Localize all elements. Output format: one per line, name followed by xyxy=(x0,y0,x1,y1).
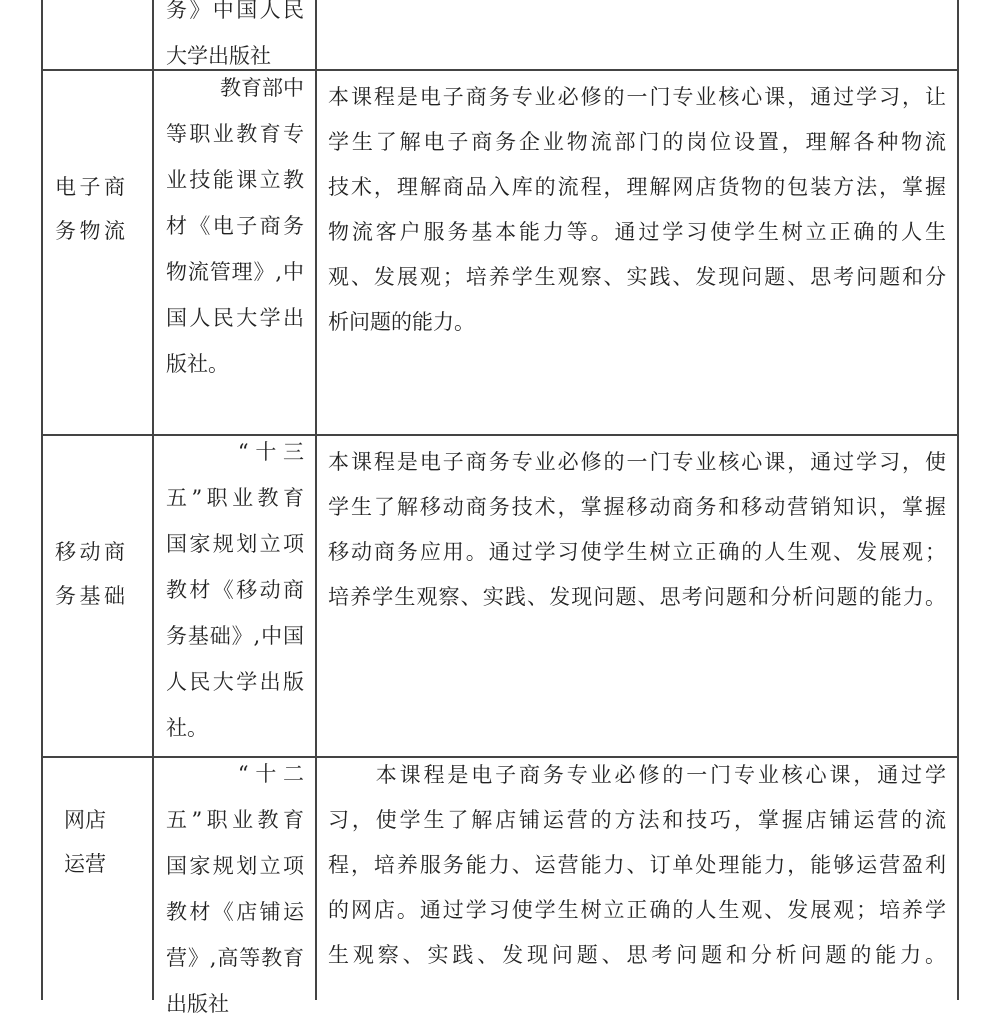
text-line: 等职业教育专 xyxy=(166,122,304,146)
course-name-cell xyxy=(55,165,125,253)
text-line: 社。 xyxy=(166,716,208,740)
text-line: 移动商 xyxy=(55,540,125,564)
textbook-cell xyxy=(166,429,304,751)
text-line: 网店 xyxy=(64,808,106,832)
textbook-cell xyxy=(166,65,304,387)
table-border-right xyxy=(957,0,959,1000)
text-line: 学生了解移动商务技术，掌握移动商务和移动营销知识，掌握 xyxy=(328,495,946,519)
text-line: 生观察、实践、发现问题、思考问题和分析问题的能力。 xyxy=(328,943,946,967)
text-line: 教材《店铺运 xyxy=(166,900,304,924)
text-line: 物流客户服务基本能力等。通过学习使学生树立正确的人生 xyxy=(328,220,946,244)
text-line: 程，培养服务能力、运营能力、订单处理能力，能够运营盈利 xyxy=(328,853,946,877)
text-line: 物流管理》,中 xyxy=(166,260,304,284)
text-line: 出版社 xyxy=(166,992,229,1016)
course-name-cell xyxy=(64,798,124,886)
text-line: 务物流 xyxy=(55,219,125,243)
text-line: 务基础 xyxy=(55,584,125,608)
text-line: 人民大学出版 xyxy=(166,670,304,694)
text-line: 电子商 xyxy=(55,175,125,199)
table-border-left xyxy=(41,0,43,1000)
text-line: 本课程是电子商务专业必修的一门专业核心课，通过学习，让 xyxy=(328,85,946,109)
text-line: 本课程是电子商务专业必修的一门专业核心课，通过学 xyxy=(328,763,946,787)
text-line: 营》,高等教育 xyxy=(166,946,304,970)
text-line: 本课程是电子商务专业必修的一门专业核心课，通过学习，使 xyxy=(328,450,946,474)
text-line: “ 十 三 xyxy=(237,440,304,464)
text-line: 大学出版社 xyxy=(166,44,271,68)
text-line: 技术，理解商品入库的流程，理解网店货物的包装方法，掌握 xyxy=(328,175,946,199)
text-line: 版社。 xyxy=(166,352,229,376)
text-line: 析问题的能力。 xyxy=(328,310,475,334)
text-line: 培养学生观察、实践、发现问题、思考问题和分析问题的能力。 xyxy=(328,585,946,609)
text-line: 观、发展观；培养学生观察、实践、发现问题、思考问题和分 xyxy=(328,265,946,289)
text-line: 务基础》,中国 xyxy=(166,624,304,648)
text-line: 材《电子商务 xyxy=(166,214,304,238)
description-cell xyxy=(328,440,946,620)
text-line: 五”职业教育 xyxy=(166,808,304,832)
text-line: 移动商务应用。通过学习使学生树立正确的人生观、发展观； xyxy=(328,540,946,564)
column-divider xyxy=(315,0,317,1000)
text-line: 习，使学生了解店铺运营的方法和技巧，掌握店铺运营的流 xyxy=(328,808,946,832)
text-line: 五”职业教育 xyxy=(166,486,304,510)
text-line: 教材《移动商 xyxy=(166,578,304,602)
column-divider xyxy=(152,0,154,1000)
text-line: 业技能课立教 xyxy=(166,168,304,192)
textbook-cell xyxy=(166,751,304,1027)
text-line: 学生了解电子商务企业物流部门的岗位设置，理解各种物流 xyxy=(328,130,946,154)
text-line: 教育部中 xyxy=(220,76,304,100)
description-cell xyxy=(328,75,946,345)
text-line: 国家规划立项 xyxy=(166,854,304,878)
text-line: 国家规划立项 xyxy=(166,532,304,556)
text-line: 国人民大学出 xyxy=(166,306,304,330)
text-line: 务》中国人民 xyxy=(166,0,304,22)
text-line: 的网店。通过学习使学生树立正确的人生观、发展观；培养学 xyxy=(328,898,946,922)
course-name-cell xyxy=(55,530,125,618)
description-cell xyxy=(328,753,946,978)
text-line: “ 十 二 xyxy=(237,762,304,786)
text-line: 运营 xyxy=(64,852,106,876)
